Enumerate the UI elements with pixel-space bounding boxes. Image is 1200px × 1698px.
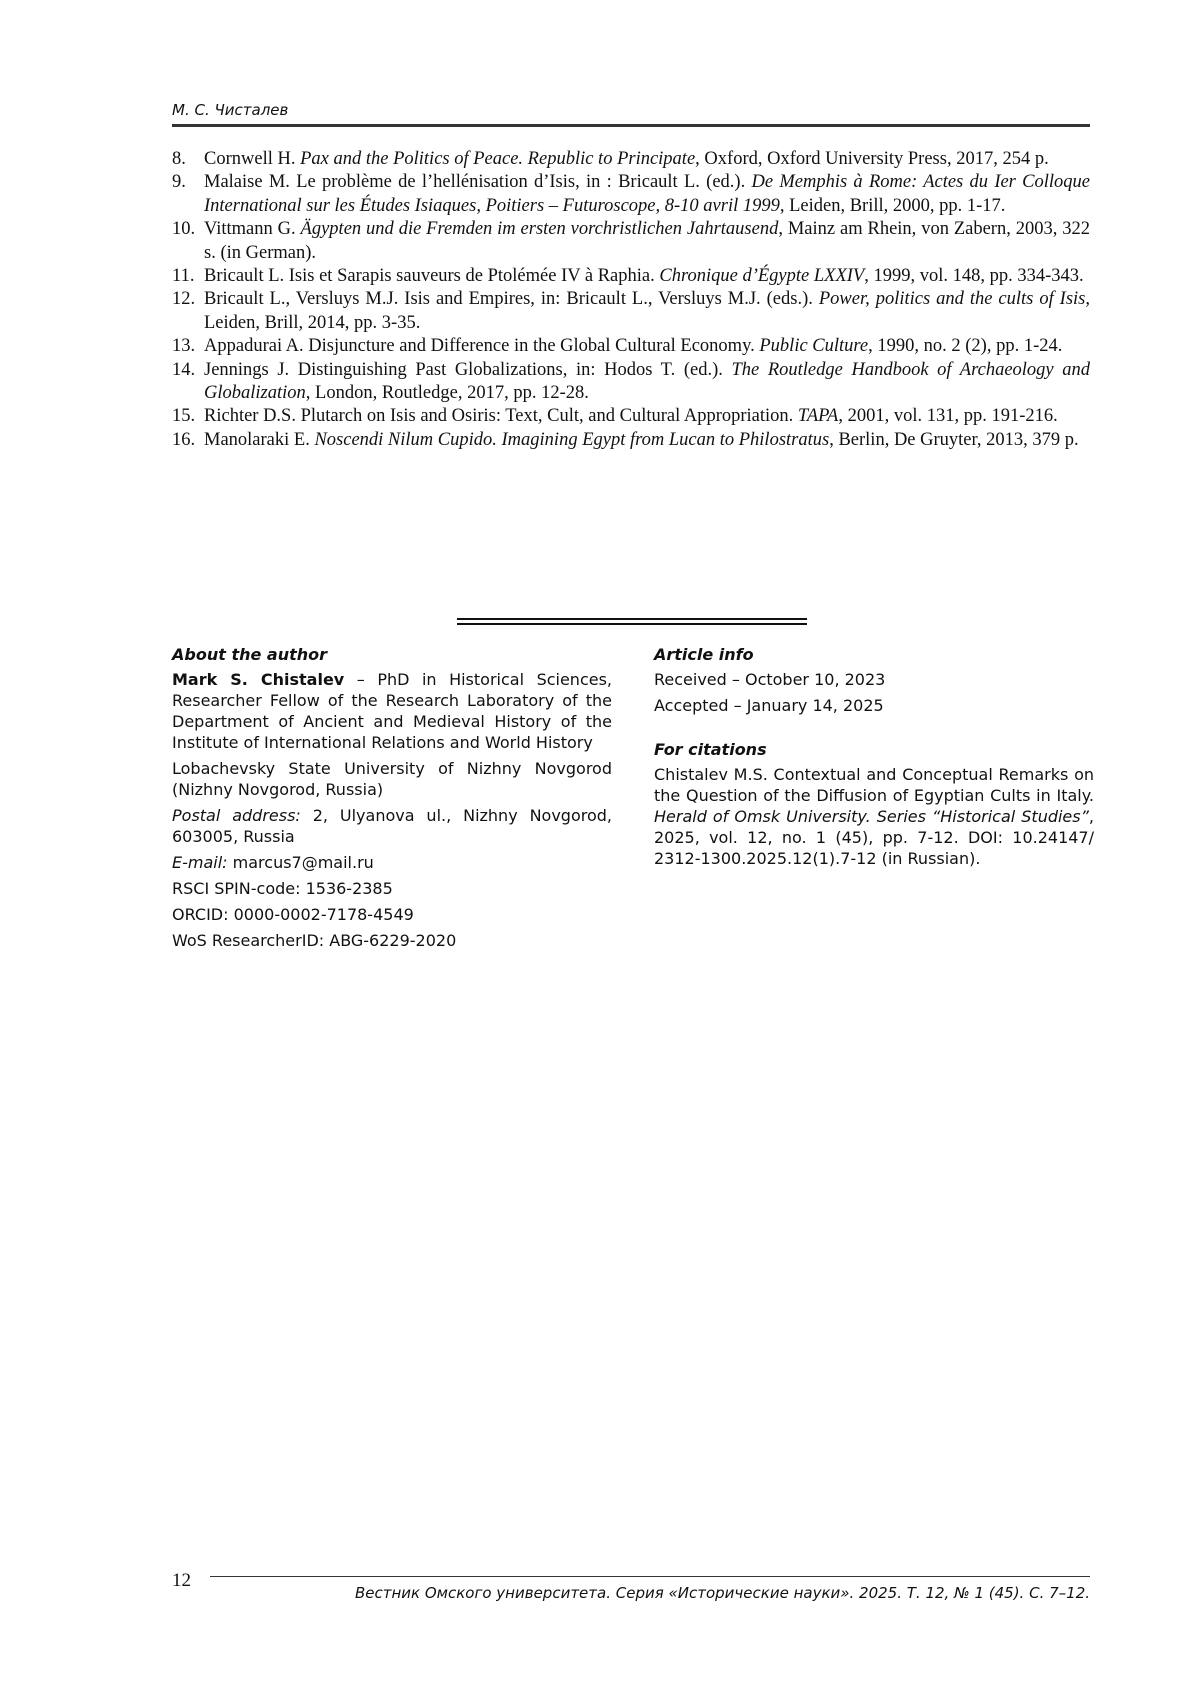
author-description: – PhD in Historical Sciences, Researcher Fellow of the Research Laboratory of the Department of Ancient and Medieval History of the Institute of International Relations and World History bbox=[172, 670, 613, 752]
accepted-date: Accepted – January 14, 2025 bbox=[654, 696, 884, 715]
reference-item bbox=[172, 405, 1090, 428]
reference-item bbox=[172, 429, 1090, 452]
author-postal bbox=[172, 805, 612, 847]
running-head: М. С. Чисталев bbox=[172, 101, 289, 119]
reference-title: De Memphis à Rome: Actes du Ier Colloque International sur les Études Isiaques, Poitiers – Futuroscope, 8-10 avril 1999 bbox=[204, 172, 1090, 216]
reference-title: Chronique d’Égypte LXXIV bbox=[659, 266, 865, 287]
footer-rule bbox=[210, 1576, 1090, 1577]
reference-number: 16. bbox=[172, 429, 196, 450]
reference-number: 10. bbox=[172, 219, 196, 240]
article-info-title: Article info bbox=[654, 645, 754, 664]
section-separator bbox=[457, 623, 807, 625]
postal-value: 2, Ulyanova ul., Nizhny Novgorod, 603005, Russia bbox=[172, 806, 613, 846]
reference-text: Malaise M. Le problème de l’hellénisation d’Isis, in : Bricault L. (ed.). bbox=[204, 172, 752, 193]
author-rsci: RSCI SPIN-code: 1536-2385 bbox=[172, 879, 393, 898]
reference-item bbox=[172, 265, 1090, 288]
reference-number: 12. bbox=[172, 289, 196, 310]
citation-text bbox=[654, 764, 1094, 869]
reference-text: Appadurai A. Disjuncture and Difference in the Global Cultural Economy. bbox=[204, 336, 760, 357]
author-orcid: ORCID: 0000-0002-7178-4549 bbox=[172, 905, 414, 924]
reference-number: 9. bbox=[172, 172, 186, 193]
header-rule bbox=[172, 124, 1090, 127]
reference-title: TAPA bbox=[797, 406, 839, 427]
reference-text: , 1990, no. 2 (2), pp. 1-24. bbox=[868, 336, 1063, 357]
postal-label: Postal address: bbox=[172, 806, 301, 825]
reference-text: Manolaraki E. bbox=[204, 429, 315, 450]
reference-text: Jennings J. Distinguishing Past Globalizations, in: Hodos T. (ed.). bbox=[204, 359, 732, 380]
reference-text: Vittmann G. bbox=[204, 219, 301, 240]
citation-pre: Chistalev M.S. Contextual and Conceptual Remarks on the Question of the Diffusion of Egyptian Cults in Italy. bbox=[654, 765, 1094, 805]
reference-title: Pax and the Politics of Peace. Republic to Principate bbox=[300, 149, 696, 169]
author-email bbox=[172, 852, 612, 873]
reference-text: , Oxford, Oxford University Press, 2017, 254 p. bbox=[695, 149, 1049, 169]
email-value: marcus7@mail.ru bbox=[227, 853, 374, 872]
reference-title: Power, politics and the cults of Isis bbox=[818, 289, 1086, 310]
reference-number: 8. bbox=[172, 149, 186, 169]
reference-number: 15. bbox=[172, 406, 196, 427]
citations-title: For citations bbox=[654, 740, 767, 759]
reference-item bbox=[172, 288, 1090, 335]
reference-text: , 2001, vol. 131, pp. 191-216. bbox=[838, 406, 1058, 427]
reference-text: Cornwell H. bbox=[204, 149, 301, 169]
section-separator bbox=[457, 618, 807, 620]
reference-text: , London, Routledge, 2017, pp. 12-28. bbox=[305, 383, 589, 404]
article-info bbox=[654, 644, 1094, 874]
reference-number: 14. bbox=[172, 359, 196, 380]
received-date: Received – October 10, 2023 bbox=[654, 670, 886, 689]
reference-number: 13. bbox=[172, 336, 196, 357]
reference-title: Noscendi Nilum Cupido. Imagining Egypt from Lucan to Philostratus bbox=[314, 429, 830, 450]
reference-text: , Leiden, Brill, 2000, pp. 1-17. bbox=[779, 195, 1006, 216]
citation-post: , 2025, vol. 12, no. 1 (45), pp. 7-12. DOI: 10.24147/ 2312-1300.2025.12(1).7-12 (in Russian). bbox=[654, 807, 1094, 868]
reference-title: Public Culture bbox=[759, 336, 869, 357]
reference-number: 11. bbox=[172, 266, 195, 287]
journal-footer: Вестник Омского университета. Серия «Исторические науки». 2025. Т. 12, № 1 (45). С. 7–12. bbox=[354, 1584, 1090, 1602]
reference-item bbox=[172, 359, 1090, 406]
page-number: 12 bbox=[172, 1570, 191, 1591]
author-name: Mark S. Chistalev bbox=[172, 670, 345, 689]
author-wos: WoS ResearcherID: ABG-6229-2020 bbox=[172, 931, 457, 950]
reference-item bbox=[172, 335, 1090, 358]
author-affiliation: Lobachevsky State University of Nizhny Novgorod (Nizhny Novgorod, Russia) bbox=[172, 759, 612, 799]
reference-text: Bricault L. Isis et Sarapis sauveurs de Ptolémée IV à Raphia. bbox=[204, 266, 660, 287]
reference-title: The Routledge Handbook of Archaeology and Globalization bbox=[204, 359, 1091, 404]
reference-item bbox=[172, 148, 1090, 171]
reference-text: , Berlin, De Gruyter, 2013, 379 p. bbox=[829, 429, 1079, 450]
reference-text: , 1999, vol. 148, pp. 334-343. bbox=[864, 266, 1084, 287]
reference-text: Bricault L., Versluys M.J. Isis and Empires, in: Bricault L., Versluys M.J. (eds.). bbox=[204, 289, 819, 310]
reference-list bbox=[172, 148, 1090, 452]
author-bio bbox=[172, 669, 612, 753]
reference-item bbox=[172, 171, 1090, 218]
about-author-title: About the author bbox=[172, 645, 328, 664]
citation-journal: Herald of Omsk University. Series “Historical Studies” bbox=[654, 807, 1089, 826]
reference-text: Richter D.S. Plutarch on Isis and Osiris: Text, Cult, and Cultural Appropriation. bbox=[204, 406, 798, 427]
email-label: E-mail: bbox=[172, 853, 228, 872]
about-author bbox=[172, 644, 612, 956]
reference-text: , Leiden, Brill, 2014, pp. 3-35. bbox=[204, 289, 1090, 333]
reference-title: Ägypten und die Fremden im ersten vorchristlichen Jahrtausend bbox=[300, 219, 779, 240]
reference-text: , Mainz am Rhein, von Zabern, 2003, 322 s. (in German). bbox=[204, 219, 1090, 263]
reference-item bbox=[172, 218, 1090, 265]
